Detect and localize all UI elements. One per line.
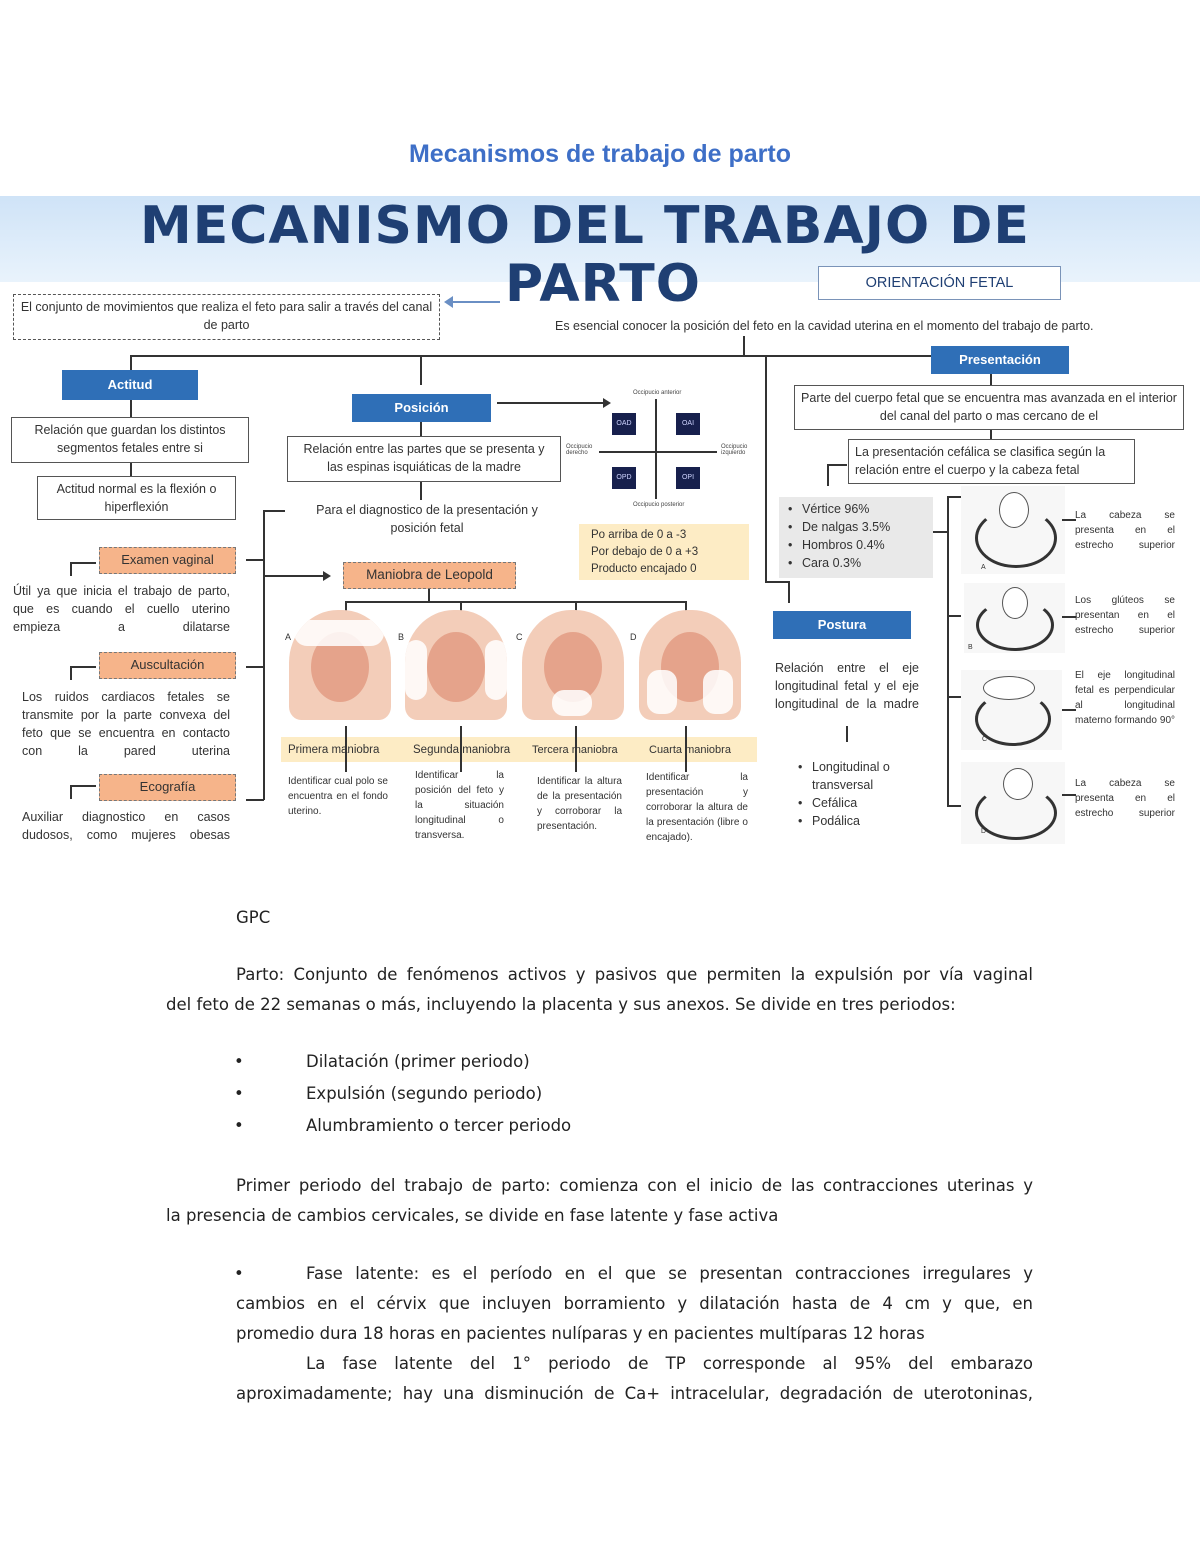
maneuver-1-text: Identificar cual polo se encuentra en el fondo uterino. xyxy=(288,776,388,817)
presentacion-definition: Parte del cuerpo fetal que se encuentra mas avanzada en el interior del canal del parto o mas cercano de el xyxy=(794,385,1184,430)
leopold-letter-b: B xyxy=(398,632,405,642)
postura-type-item: • Cefálica xyxy=(794,794,914,812)
period-item-1: Dilatación (primer periodo) xyxy=(306,1052,530,1071)
leopold-letter-d: D xyxy=(630,632,637,642)
leopold-label: Maniobra de Leopold xyxy=(343,562,516,589)
presentation-figure-a xyxy=(961,486,1065,574)
definition-box: El conjunto de movimientos que realiza el feto para salir a través del canal de parto xyxy=(13,294,440,340)
tree-line xyxy=(70,562,72,576)
tree-line xyxy=(765,581,789,583)
ecografia-text: Auxiliar diagnostico en casos dudosos, como mujeres obesas xyxy=(22,810,230,842)
diagram-oad: OAD xyxy=(612,413,636,435)
tree-line xyxy=(420,355,422,385)
tree-line xyxy=(846,726,848,742)
orientation-title: ORIENTACIÓN FETAL xyxy=(818,266,1061,300)
examen-text: Útil ya que inicia el trabajo de parto, que es cuando el cuello uterino empieza a dilatarse xyxy=(13,584,230,634)
tree-line xyxy=(70,666,96,668)
tree-line xyxy=(246,799,264,801)
tree-line xyxy=(70,562,96,564)
examen-label: Examen vaginal xyxy=(99,547,236,574)
tree-line xyxy=(70,785,72,799)
auscultacion-text: Los ruidos cardiacos fetales se transmite por la parte convexa del feto que se encuentra en contacto con la pared uterina xyxy=(22,690,230,758)
tree-line xyxy=(420,482,422,500)
bullet-dot: • xyxy=(234,1116,244,1135)
diagram-bottom-label: Occipucio posterior xyxy=(633,502,685,508)
tree-line xyxy=(263,510,285,512)
diagram-top-label: Occipucio anterior xyxy=(633,390,682,396)
orientation-text: Es esencial conocer la posición del feto en la cavidad uterina en el momento del trabajo de parto. xyxy=(555,319,1094,333)
gpc-heading: GPC xyxy=(236,908,271,927)
tree-line xyxy=(70,666,72,680)
tree-line xyxy=(246,559,264,561)
definition-arrow-head xyxy=(444,296,453,308)
presentation-figure-c xyxy=(961,670,1062,750)
first-period-line-2: la presencia de cambios cervicales, se divide en fase latente y fase activa xyxy=(166,1206,779,1225)
diagram-oai: OAI xyxy=(676,413,700,435)
maneuver-2-text: Identificar la posición del feto y la situación longitudinal o transversa. xyxy=(415,770,504,841)
tree-line xyxy=(1062,709,1076,711)
posicion-relation: Relación entre las partes que se presenta y las espinas isquiáticas de la madre xyxy=(287,436,561,482)
stat-item: • Hombros 0.4% xyxy=(784,536,890,554)
tree-line xyxy=(947,496,961,498)
postura-type-item: • Longitudinal o transversal xyxy=(794,758,914,794)
tree-line xyxy=(1062,794,1076,796)
parto-line-1: Parto: Conjunto de fenómenos activos y pasivos que permiten la expulsión por vía vaginal xyxy=(236,965,1033,984)
tree-line xyxy=(788,581,790,603)
presentation-letter-c: C xyxy=(982,736,988,743)
tree-line xyxy=(70,785,96,787)
presentation-desc-a: La cabeza se presenta en el estrecho superior xyxy=(1075,510,1175,551)
presentation-figure-d xyxy=(961,762,1065,844)
ecografia-label: Ecografía xyxy=(99,774,236,801)
diagram-axis xyxy=(655,399,657,499)
presentacion-stats xyxy=(784,500,890,572)
document-title: Mecanismos de trabajo de parto xyxy=(408,140,792,168)
tree-line xyxy=(263,510,265,800)
postura-type-item: • Podálica xyxy=(794,812,914,830)
presentation-desc-b: Los glúteos se presentan en el estrecho superior xyxy=(1075,595,1175,636)
leopold-figure-d xyxy=(639,610,741,720)
latent-line-2: cambios en el cérvix que incluyen borramiento y dilatación hasta de 4 cm y que, en xyxy=(236,1294,1033,1313)
leopold-figure-b xyxy=(405,610,507,720)
tree-line xyxy=(130,355,997,357)
stat-item: • Cara 0.3% xyxy=(784,554,890,572)
bullet-dot: • xyxy=(234,1052,244,1071)
presentacion-label: Presentación xyxy=(931,346,1069,374)
latent-p2-line-1: La fase latente del 1° periodo de TP corresponde al 95% del embarazo xyxy=(306,1354,1033,1373)
actitud-label: Actitud xyxy=(62,370,198,400)
presentation-desc-c: El eje longitudinal fetal es perpendicular al longitudinal materno formando 90° xyxy=(1075,670,1175,726)
tree-line xyxy=(345,601,685,603)
posicion-arrow xyxy=(497,402,605,404)
tree-line xyxy=(947,805,961,807)
diagram-right-label: Occipucio izquierdo xyxy=(721,444,748,456)
bullet-dot: • xyxy=(234,1264,244,1283)
postura-text: Relación entre el eje longitudinal fetal y el eje longitudinal de la madre xyxy=(775,661,919,711)
auscultacion-label: Auscultación xyxy=(99,652,236,679)
station-2: Producto encajado 0 xyxy=(591,563,697,575)
stat-item: • Vértice 96% xyxy=(784,500,890,518)
bullet-dot: • xyxy=(234,1084,244,1103)
posicion-label: Posición xyxy=(352,394,491,422)
latent-line-3: promedio dura 18 horas en pacientes nulíparas y en pacientes multíparas 12 horas xyxy=(236,1324,925,1343)
infographic-title-line1: MECANISMO DEL TRABAJO DE xyxy=(140,196,1030,256)
tree-line xyxy=(130,400,132,417)
maneuver-4-name: Cuarta maniobra xyxy=(649,744,731,756)
actitud-normal: Actitud normal es la flexión o hiperflexión xyxy=(37,476,236,520)
stat-item: • De nalgas 3.5% xyxy=(784,518,890,536)
latent-line-1: Fase latente: es el período en el que se presentan contracciones irregulares y xyxy=(306,1264,1033,1283)
postura-types xyxy=(794,758,914,830)
parto-line-2: del feto de 22 semanas o más, incluyendo la placenta y sus anexos. Se divide en tres periodos: xyxy=(166,995,956,1014)
diagram-left-label: Occipucio derecho xyxy=(566,444,593,456)
diagram-opi: OPI xyxy=(676,467,700,489)
presentation-figure-b xyxy=(964,583,1065,653)
tree-line xyxy=(947,496,949,806)
station-0: Po arriba de 0 a -3 xyxy=(591,529,687,541)
presentation-letter-b: B xyxy=(968,644,973,651)
latent-p2-line-2: aproximadamente; hay una disminución de Ca+ intracelular, degradación de uterotoninas, xyxy=(236,1384,1033,1403)
leopold-letter-a: A xyxy=(285,632,292,642)
infographic-title-line2: PARTO xyxy=(505,254,701,314)
tree-line xyxy=(263,575,325,577)
station-1: Por debajo de 0 a +3 xyxy=(591,546,699,558)
tree-line xyxy=(933,531,948,533)
infographic xyxy=(0,196,1200,850)
tree-line xyxy=(947,615,961,617)
maneuver-3-name: Tercera maniobra xyxy=(532,744,618,756)
posicion-diagnosis: Para el diagnostico de la presentación y posición fetal xyxy=(316,503,538,535)
actitud-relation: Relación que guardan los distintos segmentos fetales entre si xyxy=(11,417,249,463)
leopold-arrow-head xyxy=(323,571,331,581)
maneuver-2-name: Segunda maniobra xyxy=(413,744,511,756)
first-period-line-1: Primer periodo del trabajo de parto: comienza con el inicio de las contracciones uterinas y xyxy=(236,1176,1033,1195)
period-item-2: Expulsión (segundo periodo) xyxy=(306,1084,543,1103)
tree-line xyxy=(428,589,430,601)
tree-line xyxy=(827,464,829,486)
leopold-figure-c xyxy=(522,610,624,720)
leopold-letter-c: C xyxy=(516,632,523,642)
tree-line xyxy=(947,696,961,698)
maneuver-4-text: Identificar la presentación y corroborar la altura de la presentación (libre o encajado). xyxy=(646,772,748,843)
definition-arrow xyxy=(452,301,500,303)
posicion-arrow-head xyxy=(603,398,611,408)
period-item-3: Alumbramiento o tercer periodo xyxy=(306,1116,572,1135)
presentacion-classification: La presentación cefálica se clasifica según la relación entre el cuerpo y la cabeza fetal xyxy=(848,439,1135,484)
tree-line xyxy=(1062,519,1076,521)
tree-line xyxy=(420,422,422,436)
presentation-letter-a: A xyxy=(981,564,986,571)
maneuver-3-text: Identificar la altura de la presentación y corroborar la presentación. xyxy=(537,776,622,832)
tree-line xyxy=(1062,616,1076,618)
tree-line xyxy=(743,336,745,356)
diagram-axis xyxy=(599,451,717,453)
postura-label: Postura xyxy=(773,611,911,639)
tree-line xyxy=(130,463,132,476)
diagram-opd: OPD xyxy=(612,467,636,489)
maneuver-1-name: Primera maniobra xyxy=(288,744,380,756)
presentation-letter-d: D xyxy=(981,828,987,835)
leopold-figure-a xyxy=(289,610,391,720)
tree-line xyxy=(827,464,847,466)
tree-line xyxy=(246,666,264,668)
presentation-desc-d: La cabeza se presenta en el estrecho superior xyxy=(1075,778,1175,819)
tree-line xyxy=(765,355,767,581)
